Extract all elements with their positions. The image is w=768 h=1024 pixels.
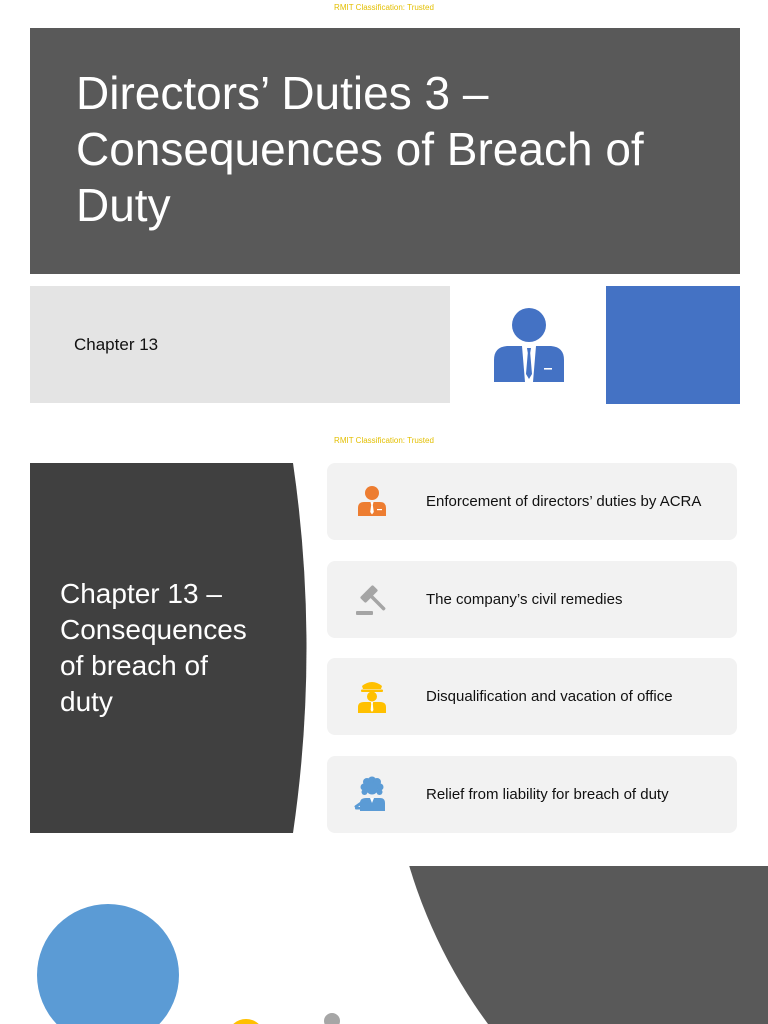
judge-icon — [354, 776, 390, 812]
topic-card-civil-remedies — [327, 561, 737, 638]
classification-label: RMIT Classification: Trusted — [334, 436, 434, 445]
topic-card-label: Relief from liability for breach of duty — [426, 786, 669, 803]
classification-label: RMIT Classification: Trusted — [334, 3, 434, 12]
section-heading: Chapter 13 – Consequences of breach of duty — [60, 578, 247, 717]
title-bar — [30, 28, 740, 274]
panel-heading-container — [60, 463, 260, 833]
gavel-icon — [354, 581, 390, 617]
slide-title: Directors’ Duties 3 – Consequences of Breach of Duty — [76, 67, 644, 231]
topic-card-enforcement — [327, 463, 737, 540]
slide-3-decoration — [0, 866, 768, 1024]
businessman-icon — [494, 308, 564, 382]
accent-square — [606, 286, 740, 404]
yellow-shape — [229, 1019, 263, 1024]
person-icon — [354, 483, 390, 519]
slide-subtitle: Chapter 13 — [74, 335, 159, 354]
topic-card-disqualification — [327, 658, 737, 735]
police-officer-icon — [354, 678, 390, 714]
topic-card-label: The company’s civil remedies — [426, 591, 623, 608]
blue-circle — [37, 904, 179, 1024]
topic-card-label: Disqualification and vacation of office — [426, 688, 673, 705]
small-gray-circle — [324, 1013, 340, 1024]
large-gray-circle — [388, 866, 768, 1024]
topic-card-label: Enforcement of directors’ duties by ACRA — [426, 493, 702, 510]
topic-card-relief — [327, 756, 737, 833]
subtitle-box — [30, 286, 450, 403]
